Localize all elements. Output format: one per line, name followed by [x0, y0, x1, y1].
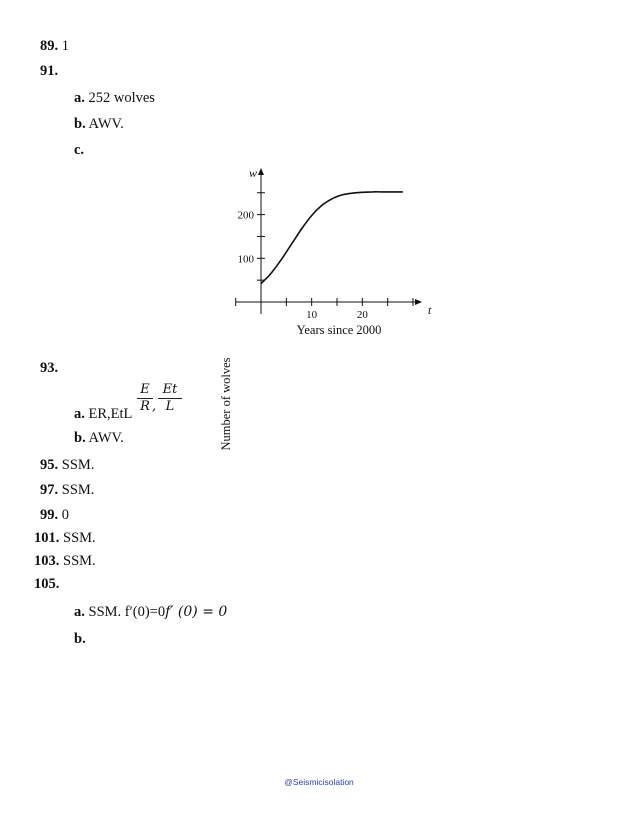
problem-number: 93. — [40, 360, 59, 376]
part-label: a. — [74, 406, 85, 422]
x-axis-arrow — [415, 299, 422, 305]
fraction-et-over-l — [158, 383, 182, 414]
answer-text: 0 — [61, 507, 69, 523]
y-axis-label: Number of wolves — [219, 357, 233, 451]
fraction-separator: , — [152, 399, 157, 414]
answer-text: AWV. — [88, 430, 124, 446]
problem-number: 103. — [34, 553, 60, 569]
answer-105a — [74, 603, 227, 621]
answer-99 — [40, 506, 69, 524]
derivative-equation: f′ (0) = 0 — [165, 604, 228, 620]
y-axis-arrow — [258, 168, 264, 175]
wolf-population-curve — [261, 192, 403, 284]
part-label: b. — [74, 430, 86, 446]
answer-91b — [74, 115, 124, 133]
answer-101 — [34, 529, 96, 547]
problem-number: 101. — [34, 530, 60, 546]
answer-93a — [74, 405, 132, 423]
answer-text: SSM. — [63, 530, 96, 546]
part-label: b. — [74, 631, 86, 647]
x-axis-label: Years since 2000 — [296, 323, 382, 337]
answer-95 — [40, 456, 94, 474]
fraction-e-over-r — [137, 383, 153, 414]
watermark: @Seismicisolation — [284, 777, 354, 787]
answer-93 — [40, 359, 58, 377]
answer-text: 252 wolves — [88, 90, 155, 106]
answer-text: 1 — [61, 38, 69, 54]
fraction-numerator: Et — [162, 382, 178, 397]
fraction-denominator: L — [165, 399, 175, 414]
problem-number: 99. — [40, 507, 59, 523]
x-tick-label: 10 — [306, 309, 318, 321]
answer-text: SSM. f′(0)=0 — [88, 604, 166, 620]
answer-text: ER,EtL — [88, 406, 133, 422]
part-label: a. — [74, 90, 85, 106]
answer-105 — [34, 575, 59, 593]
y-tick-label: 100 — [237, 253, 254, 266]
answer-91a — [74, 89, 155, 107]
problem-number: 91. — [40, 63, 59, 79]
answer-93b — [74, 429, 124, 447]
y-axis-name: w — [249, 166, 258, 180]
part-label: c. — [74, 142, 85, 158]
answer-105b — [74, 630, 86, 648]
answer-text: SSM. — [61, 457, 95, 473]
part-label: a. — [74, 604, 85, 620]
chart-axes — [236, 168, 422, 314]
problem-number: 105. — [34, 576, 60, 592]
answer-89 — [40, 37, 69, 55]
problem-number: 95. — [40, 457, 59, 473]
answer-91 — [40, 62, 58, 80]
x-tick-label: 20 — [356, 309, 368, 321]
chart-series — [261, 192, 403, 284]
x-axis-name: t — [428, 303, 432, 317]
answer-text: SSM. — [63, 553, 96, 569]
answer-text: SSM. — [61, 482, 95, 498]
answer-text: AWV. — [88, 116, 124, 132]
wolf-population-chart — [214, 162, 434, 451]
part-label: b. — [74, 116, 86, 132]
problem-number: 89. — [40, 38, 59, 54]
fraction-numerator: E — [140, 382, 150, 397]
fraction-denominator: R — [140, 399, 150, 414]
answer-103 — [34, 552, 96, 570]
problem-number: 97. — [40, 482, 59, 498]
answer-97 — [40, 481, 94, 499]
answer-91c — [74, 141, 84, 159]
y-tick-label: 200 — [237, 209, 254, 222]
